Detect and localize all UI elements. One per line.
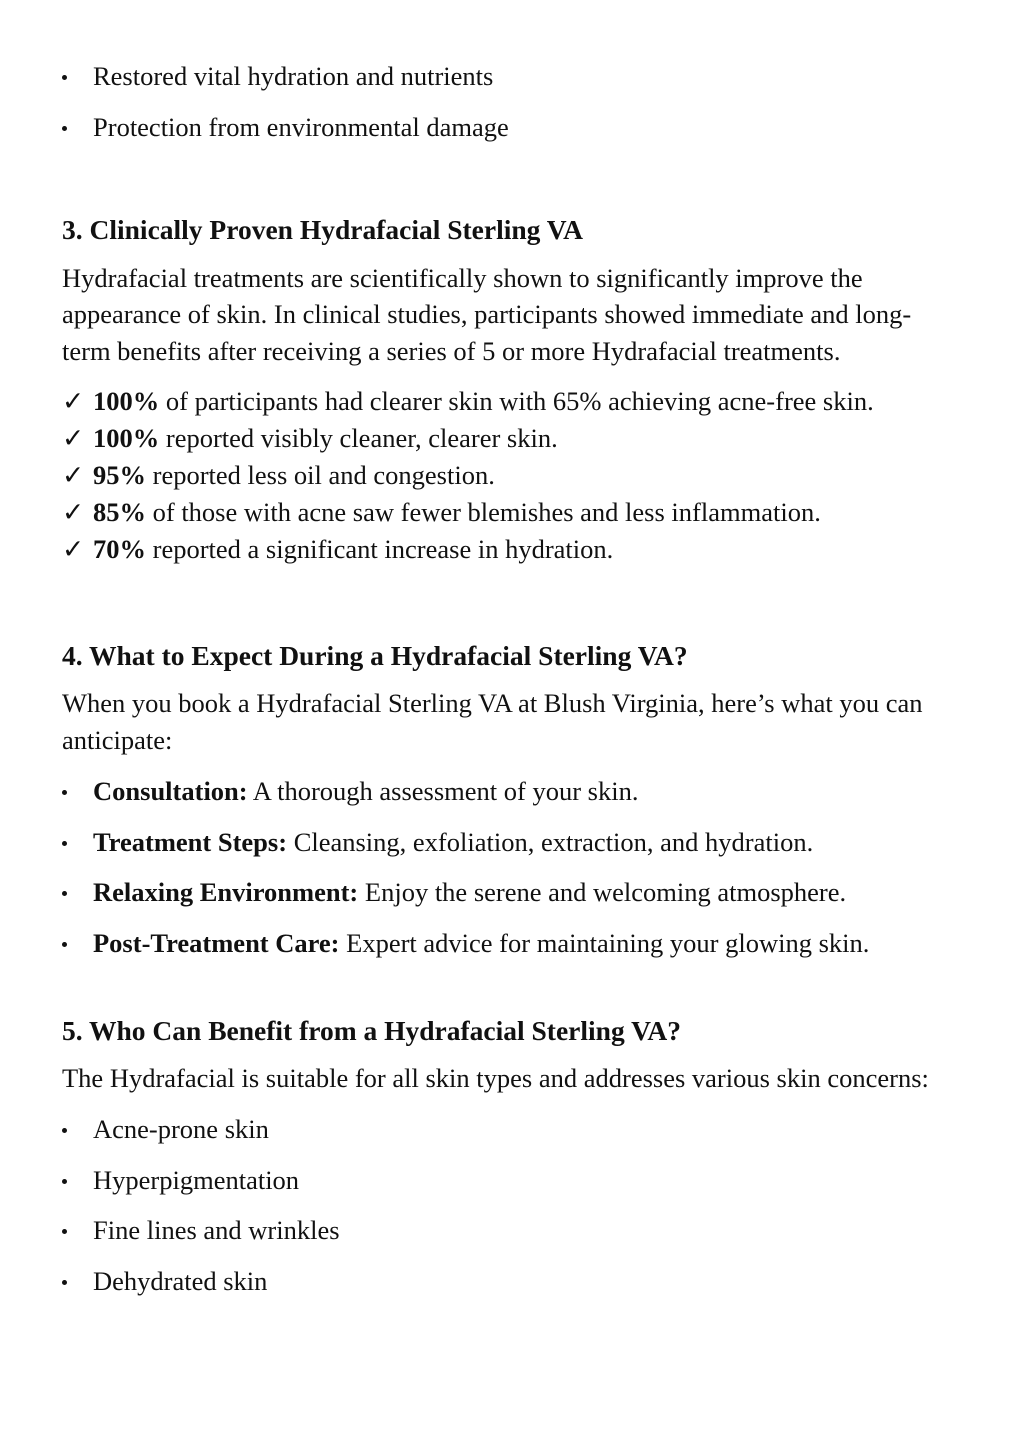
bullet-icon	[62, 1128, 67, 1133]
list-item-text: Fine lines and wrinkles	[93, 1215, 340, 1245]
bullet-icon	[62, 75, 67, 80]
stat-item	[62, 383, 962, 420]
section5-paragraph: The Hydrafacial is suitable for all skin types and addresses various skin concerns:	[62, 1062, 929, 1093]
stat-text: of participants had clearer skin with 65% achieving acne-free skin.	[159, 386, 874, 416]
list-item	[62, 1113, 962, 1145]
bullet-icon	[62, 841, 67, 846]
stat-item	[62, 531, 962, 568]
list-item-text: Hyperpigmentation	[93, 1164, 300, 1195]
list-item	[62, 826, 962, 858]
benefit-list	[62, 1113, 962, 1297]
item-label: Relaxing Environment:	[93, 877, 359, 907]
stat-text: reported a significant increase in hydration.	[146, 534, 614, 564]
section4-heading: 4. What to Expect During a Hydrafacial Sterling VA?	[62, 640, 688, 671]
stats-check-list	[62, 383, 962, 568]
stat-value: 95%	[93, 460, 146, 490]
bullet-icon	[62, 790, 67, 795]
stat-text: reported visibly cleaner, clearer skin.	[159, 423, 558, 453]
list-item-text: Protection from environmental damage	[93, 111, 509, 142]
stat-text: reported less oil and congestion.	[146, 460, 495, 490]
stat-value: 100%	[93, 423, 160, 453]
list-item-text: Dehydrated skin	[93, 1265, 268, 1296]
list-item	[62, 1164, 962, 1196]
item-text: Expert advice for maintaining your glowing skin.	[339, 927, 870, 958]
list-item-text: Restored vital hydration and nutrients	[93, 61, 494, 91]
list-item	[62, 876, 962, 908]
stat-item	[62, 494, 962, 531]
stat-value: 85%	[93, 497, 146, 527]
bullet-icon	[62, 1229, 67, 1234]
intro-bullet-list	[62, 60, 962, 143]
list-item	[62, 1214, 962, 1246]
list-item	[62, 927, 962, 959]
check-icon: ✓	[62, 497, 85, 527]
list-item-text: Acne-prone skin	[93, 1114, 269, 1144]
bullet-icon	[62, 126, 67, 131]
item-label: Consultation:	[93, 776, 248, 806]
item-text: Cleansing, exfoliation, extraction, and hydration.	[287, 826, 814, 857]
bullet-icon	[62, 1179, 67, 1184]
item-text: A thorough assessment of your skin.	[247, 776, 639, 806]
stat-text: of those with acne saw fewer blemishes and less inflammation.	[146, 497, 821, 527]
document-body	[62, 60, 962, 1315]
expectations-list	[62, 775, 962, 959]
bullet-icon	[62, 942, 67, 947]
stat-value: 100%	[93, 386, 160, 416]
section4-paragraph: When you book a Hydrafacial Sterling VA at Blush Virginia, here’s what you can anticipate:	[62, 688, 923, 755]
list-item	[62, 111, 962, 143]
section5-heading: 5. Who Can Benefit from a Hydrafacial Sterling VA?	[62, 1014, 682, 1046]
section3-heading: 3. Clinically Proven Hydrafacial Sterling VA	[62, 213, 583, 245]
list-item	[62, 775, 962, 807]
bullet-icon	[62, 891, 67, 896]
item-label: Treatment Steps:	[93, 826, 288, 857]
stat-value: 70%	[93, 534, 146, 564]
item-text: Enjoy the serene and welcoming atmosphere.	[358, 877, 847, 907]
bullet-icon	[62, 1280, 67, 1285]
check-icon: ✓	[62, 460, 85, 490]
list-item	[62, 60, 962, 92]
stat-item	[62, 420, 962, 457]
check-icon: ✓	[62, 423, 85, 453]
stat-item	[62, 457, 962, 494]
list-item	[62, 1265, 962, 1297]
check-icon: ✓	[62, 534, 85, 564]
item-label: Post-Treatment Care:	[93, 927, 340, 958]
section3-paragraph: Hydrafacial treatments are scientifically shown to significantly improve the appearance of skin. In clinical studies, participants showed immediate and long-term benefits after receiving a series of 5 or more Hydrafacial treatments.	[62, 262, 912, 366]
check-icon: ✓	[62, 386, 85, 416]
